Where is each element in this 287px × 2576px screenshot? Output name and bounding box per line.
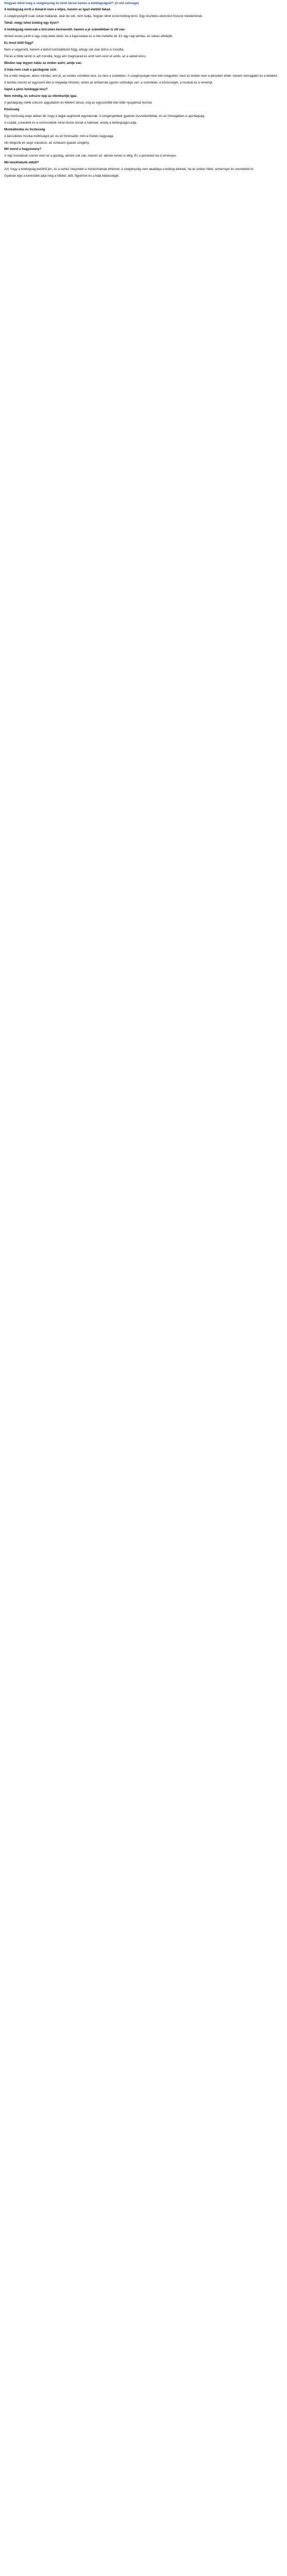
paragraph: A gazdagság mellé sokszor aggodalom és félelem társul, míg az egyszerűbb élet több nyugalmat hozhat. <box>4 101 153 105</box>
paragraph: Akinek kevés jutott is egy szép élete lehet, ha a kapcsolatai és a hite mellette áll. Ez egy régi tanítás, és sokan elfelejtik. <box>4 35 173 39</box>
bold-heading: Tehát: mégy lehet boldog egy ilyen? <box>4 21 59 25</box>
bold-heading: Ez most kitől függ? <box>4 41 34 45</box>
paragraph: Gyakran épp a kevesebb adja meg a többet: időt, figyelmet és a hála képességét. <box>4 174 120 178</box>
paragraph: A régi mondások szerint nem az a gazdag, akinek sok van, hanem az, akinek kevés is elég. Ez a gondolat ma is érvényes. <box>4 154 177 158</box>
paragraph: A becsületes munka méltóságot ad, és ez fontosabb, mint a fizetés nagysága. <box>4 134 114 138</box>
paragraph: Aki dolgozik és segít másokon, az sohasem igazán szegény. <box>4 141 90 145</box>
bold-heading: Mit tanulhatunk ebből? <box>4 161 39 165</box>
paragraph: Nem a vagyontól, hanem a belső hozzáállástól függ, ahogy sok más bölcs is mondta. <box>4 47 125 52</box>
bold-heading: A hála nem csak a gazdagnak szól. <box>4 67 57 72</box>
paragraph: A család, a barátok és a szomszédok mind részei annak a hálónak, amely a boldogságot adja. <box>4 121 138 125</box>
paragraph: Pál és a többi tanító is azt mondta, hogy ami megmarad és amit nem vesz el senki, az a valódi kincs. <box>4 54 147 58</box>
bold-heading: Vajon a pénz boldoggá tesz? <box>4 88 48 92</box>
bold-heading: Nem mindig, és sokszor épp az ellenkezője igaz. <box>4 94 78 98</box>
bold-heading: A boldogság nemcsak a kincsben keresendő, hanem a jó szándékban is ott van. <box>4 28 126 32</box>
bold-heading: Munkálkodás és tisztesség <box>4 127 45 131</box>
article-title: Hogyan lehet meg a szegénység és kiúti társai hamis a boldogságról? (A mű szövege) <box>4 2 139 5</box>
bold-heading: Közösség <box>4 108 20 111</box>
paragraph: Ha a háló megvan, akkor mindaz, ami jó, az ember szívében lesz, és nem a zsebében. A szegénységet nem kell szégyellni, mert az ember nem a pénzéért érték, hanem önmagáért és a tetteiért. <box>4 74 278 78</box>
bold-heading: A boldogság erről a témáról nem a teljes, hanem az igazi életből fakad. <box>4 8 111 12</box>
paragraph: Egy közösség ereje abban áll, hogy a tagjai segítenek egymásnak. A szegényebbek gyakran összetartóbbak, és ez önmagában is gazdagság. <box>4 114 205 118</box>
paragraph: A tanítás szerint az egyszerű élet is megadja mindazt, amire az embernek igazán szüksége van: a szeretetet, a közösséget, a munkát és a reményt. <box>4 81 213 85</box>
article-body <box>4 7 283 179</box>
bold-heading: Mit mond a hagyomány? <box>4 147 42 151</box>
bold-heading: Minden nap legyen hálás az ember azért, amije van. <box>4 61 82 65</box>
paragraph: A szegénységről csak sokan hallanak, akár de sok, nem tudja, hogyan lehet ezzel boldog lenni. Egy részletes elemzést hozunk mindenkinek. <box>4 14 203 19</box>
paragraph: Azt, hogy a boldogság belülről jön, és a nehéz helyzetek is hordozhatnak értelmet. A szegénység nem akadálya a boldog életnek, ha az ember hittel, reménnyel és szeretettel él. <box>4 167 254 172</box>
